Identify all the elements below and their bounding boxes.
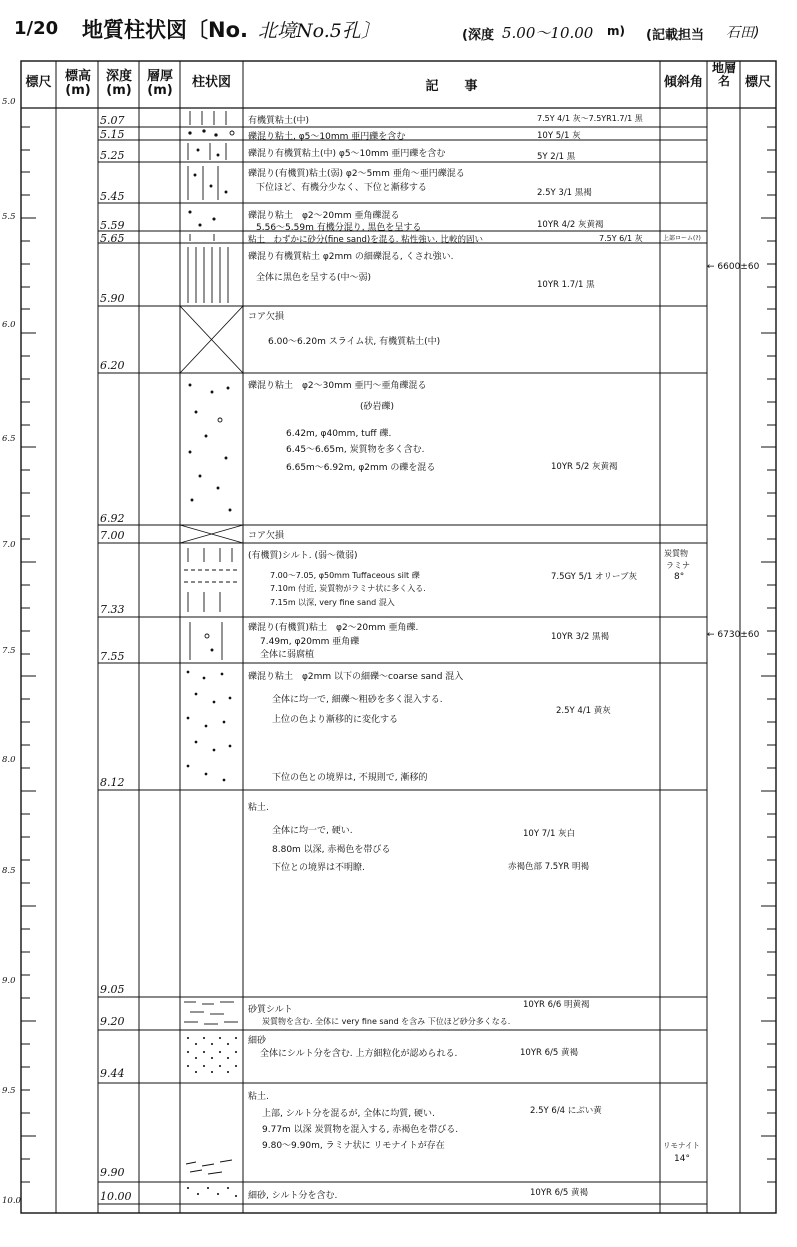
soil-color: 5Y 2/1 黒 bbox=[537, 152, 576, 162]
depth-value: 6.20 bbox=[100, 359, 125, 372]
desc-line: 下位との境界は不明瞭. bbox=[272, 863, 365, 873]
column-pattern bbox=[180, 111, 243, 1197]
depth-value: 6.92 bbox=[100, 512, 125, 525]
header-depth: 深度 (m) bbox=[105, 69, 132, 98]
soil-color: 10Y 7/1 灰白 bbox=[523, 829, 576, 839]
soil-color: 10YR 1.7/1 黒 bbox=[537, 280, 595, 290]
desc-line: 9.77m 以深 炭質物を混入する, 赤褐色を帯びる. bbox=[262, 1125, 459, 1135]
depth-label: (深度 bbox=[462, 28, 494, 43]
desc-line: 6.42m, φ40mm, tuff 礫. bbox=[286, 429, 392, 439]
desc-line: 有機質粘土(中) bbox=[248, 116, 310, 126]
desc-line: 7.15m 以深, very fine sand 混入 bbox=[270, 598, 395, 607]
dip-note: ラミナ bbox=[666, 561, 690, 570]
desc-line: コア欠損 bbox=[248, 531, 285, 541]
depth-value: 5.07 bbox=[100, 114, 125, 127]
soil-color: 10YR 3/2 黒褐 bbox=[551, 632, 609, 642]
scale-tick: 5.0 bbox=[2, 97, 16, 107]
desc-line: 砂質シルト bbox=[248, 1005, 293, 1015]
depth-value: 8.12 bbox=[100, 776, 125, 789]
depth-value: 9.20 bbox=[100, 1015, 125, 1028]
depth-value: 5.25 bbox=[100, 149, 125, 162]
header-formation: 地層名 bbox=[711, 61, 736, 88]
scale-tick: 7.0 bbox=[2, 540, 16, 550]
boring-number: 北境No.5孔〕 bbox=[258, 20, 380, 42]
header-column: 柱状図 bbox=[191, 75, 231, 90]
desc-line: 礫混り有機質粘土 φ2mm の細礫混る, くされ強い. bbox=[248, 252, 454, 262]
desc-line: 礫混り粘土 φ2〜30mm 亜円〜亜角礫混る bbox=[248, 381, 427, 391]
desc-line: 9.80〜9.90m, ラミナ状に リモナイトが存在 bbox=[262, 1141, 445, 1151]
recorder-label: (記載担当 bbox=[646, 28, 704, 43]
depth-value: 9.90 bbox=[100, 1166, 125, 1179]
dip-note: 14° bbox=[674, 1154, 690, 1164]
scale-tick: 8.5 bbox=[2, 866, 16, 876]
formation-note: 上部ローム(?) bbox=[663, 235, 701, 242]
depth-value: 5.90 bbox=[100, 292, 125, 305]
depth-value: 7.00 bbox=[100, 529, 125, 542]
desc-line: (有機質)シルト. (弱〜微弱) bbox=[248, 551, 358, 561]
desc-line: 上位の色より漸移的に変化する bbox=[272, 715, 399, 725]
desc-line: 礫混り有機質粘土(中) φ5〜10mm 亜円礫を含む bbox=[248, 149, 446, 159]
scale-tick: 9.5 bbox=[2, 1086, 16, 1096]
desc-line: 全体にシルト分を含む. 上方細粒化が認められる. bbox=[260, 1049, 458, 1059]
desc-line: 下位ほど、有機分少なく、下位と漸移する bbox=[256, 183, 427, 193]
depth-value: 5.15 bbox=[100, 128, 125, 141]
page-title: 地質柱状図〔No. bbox=[82, 18, 248, 42]
desc-line: 粘土. bbox=[248, 1092, 269, 1102]
header-scale-right: 標尺 bbox=[744, 75, 771, 90]
depth-value: 9.44 bbox=[100, 1067, 125, 1080]
header-elevation: 標高 (m) bbox=[64, 69, 91, 98]
desc-line: 礫混り粘土, φ5〜10mm 亜円礫を含む bbox=[248, 132, 406, 142]
scale-tick: 9.0 bbox=[2, 976, 16, 986]
soil-color: 10YR 6/5 黄褐 bbox=[530, 1188, 588, 1198]
depth-value: 5.59 bbox=[100, 219, 125, 232]
soil-color: 7.5GY 5/1 オリーブ灰 bbox=[551, 572, 638, 582]
desc-line: 全体に弱腐植 bbox=[260, 650, 315, 660]
depth-value: 9.05 bbox=[100, 983, 125, 996]
scale-tick: 6.0 bbox=[2, 320, 16, 330]
desc-line: 6.65m〜6.92m, φ2mm の礫を混る bbox=[286, 463, 436, 473]
soil-color: 赤褐色部 7.5YR 明褐 bbox=[508, 862, 590, 872]
desc-line: 全体に黒色を呈する(中〜弱) bbox=[256, 273, 372, 283]
radiocarbon-age: ← 6600±60 bbox=[707, 262, 760, 272]
scale-tick: 6.5 bbox=[2, 434, 16, 444]
desc-line: 細砂 bbox=[248, 1036, 267, 1046]
soil-color: 10YR 6/5 黄褐 bbox=[520, 1048, 578, 1058]
desc-line: 7.49m, φ20mm 亜角礫 bbox=[260, 637, 360, 647]
depth-value: 7.33 bbox=[100, 603, 125, 616]
desc-line: 全体に均一で, 細礫〜粗砂を多く混入する. bbox=[272, 695, 443, 705]
soil-color: 10YR 5/2 灰黄褐 bbox=[551, 462, 618, 472]
desc-line: 全体に均一で, 硬い. bbox=[272, 826, 353, 836]
depth-range: 5.00〜10.00 bbox=[502, 24, 594, 42]
depth-value: 10.00 bbox=[100, 1190, 132, 1203]
depth-value: 5.45 bbox=[100, 190, 125, 203]
desc-line: 8.80m 以深, 赤褐色を帯びる bbox=[272, 845, 391, 855]
header-thickness: 層厚 (m) bbox=[146, 69, 173, 98]
desc-line: 細砂, シルト分を含む. bbox=[248, 1191, 338, 1201]
desc-line: 6.45〜6.65m, 炭質物を多く含む. bbox=[286, 445, 425, 455]
desc-line: 上部, シルト分を混るが, 全体に均質, 硬い. bbox=[262, 1109, 435, 1119]
desc-line: 炭質物を含む. 全体に very fine sand を含み 下位ほど砂分多くなる. bbox=[262, 1017, 511, 1026]
soil-color: 2.5Y 3/1 黒褐 bbox=[537, 188, 592, 198]
desc-line: 下位の色との境界は, 不規則で, 漸移的 bbox=[272, 773, 428, 783]
soil-color: 7.5Y 4/1 灰〜7.5YR1.7/1 黒 bbox=[537, 114, 643, 123]
soil-color: 10Y 5/1 灰 bbox=[537, 131, 581, 141]
desc-line: 7.10m 付近, 炭質物がラミナ状に多く入る. bbox=[270, 584, 426, 593]
soil-color: 2.5Y 4/1 黄灰 bbox=[556, 706, 611, 716]
desc-line: コア欠損 bbox=[248, 312, 285, 322]
dip-note: 8° bbox=[674, 572, 685, 582]
desc-line: 礫混り(有機質)粘土 φ2〜20mm 亜角礫. bbox=[248, 623, 419, 633]
dip-note: 炭質物 bbox=[664, 549, 688, 558]
desc-line: 礫混り粘土 φ2〜20mm 亜角礫混る bbox=[248, 211, 400, 221]
radiocarbon-age: ← 6730±60 bbox=[707, 630, 760, 640]
desc-line: 礫混り粘土 φ2mm 以下の細礫〜coarse sand 混入 bbox=[248, 672, 464, 682]
scale-tick: 8.0 bbox=[2, 755, 16, 765]
scale-tick: 5.5 bbox=[2, 212, 16, 222]
recorder-name: 石田) bbox=[726, 25, 760, 41]
soil-color: 10YR 6/6 明黄褐 bbox=[523, 1000, 590, 1010]
soil-color: 7.5Y 6/1 灰 bbox=[599, 234, 643, 243]
desc-line: 7.00〜7.05, φ50mm Tuffaceous silt 礫 bbox=[270, 571, 420, 580]
desc-line: 粘土 わずかに砂分(fine sand)を混る. 粘性強い. 比較的固い bbox=[248, 235, 484, 245]
depth-unit: m) bbox=[607, 24, 625, 38]
depth-value: 7.55 bbox=[100, 650, 125, 663]
scale-label: 1/20 bbox=[14, 18, 59, 39]
desc-line: 礫混り(有機質)粘土(弱) φ2〜5mm 亜角〜亜円礫混る bbox=[248, 169, 465, 179]
header-scale: 標尺 bbox=[25, 75, 52, 90]
header-description: 記 事 bbox=[425, 79, 478, 94]
scale-tick: 7.5 bbox=[2, 646, 16, 656]
desc-line: 6.00〜6.20m スライム状, 有機質粘土(中) bbox=[268, 337, 441, 347]
depth-value: 5.65 bbox=[100, 232, 125, 245]
soil-color: 10YR 4/2 灰黄褐 bbox=[537, 220, 604, 230]
dip-note: リモナイト bbox=[663, 1141, 700, 1150]
desc-line: 5.56〜5.59m 有機分混り, 黒色を呈する bbox=[256, 223, 422, 233]
header-dip: 傾斜角 bbox=[663, 75, 703, 90]
soil-color: 2.5Y 6/4 にぶい黄 bbox=[530, 1106, 602, 1116]
desc-line: 粘土. bbox=[248, 803, 269, 813]
desc-line: (砂岩礫) bbox=[360, 402, 395, 412]
scale-tick: 10.0 bbox=[2, 1196, 21, 1206]
